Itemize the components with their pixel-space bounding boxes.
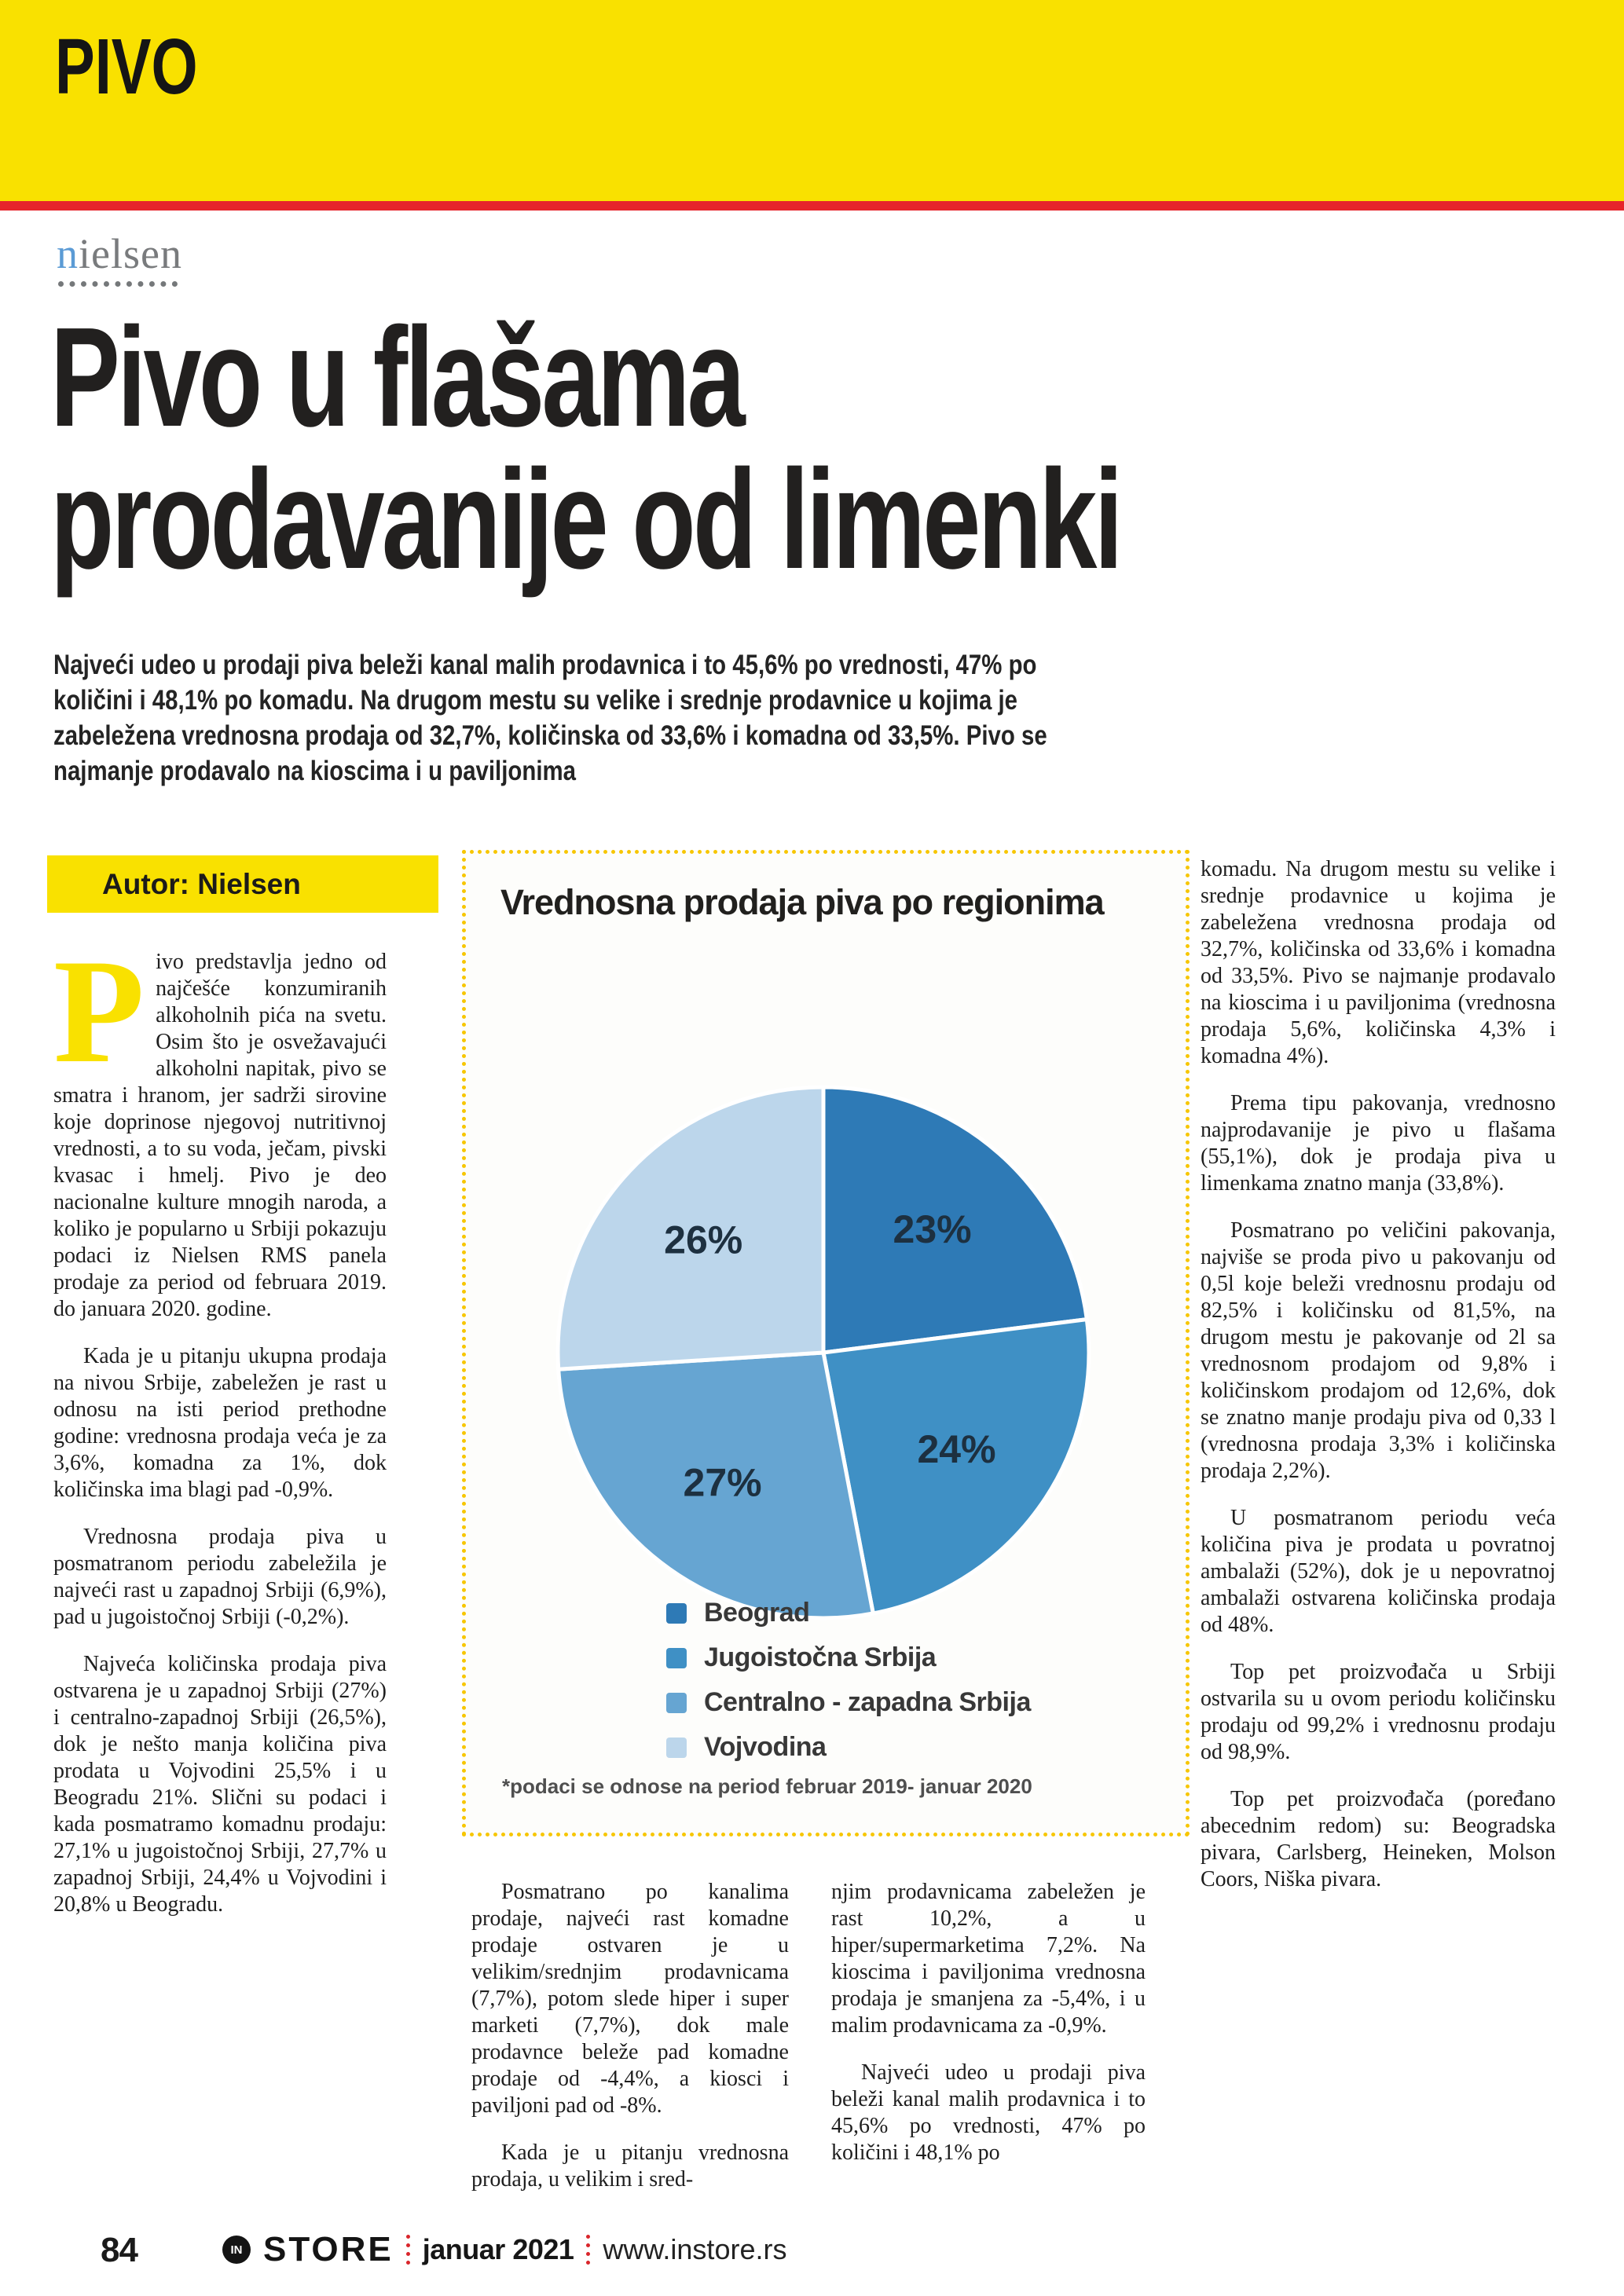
paragraph: Vrednosna prodaja piva u posmatranom periodu zabeležila je najveći rast u zapadnoj Srbiji (6,9%), pad u jugoistočnoj Srbiji (-0,2%). [53, 1525, 387, 1629]
red-divider [0, 201, 1624, 211]
paragraph: Posmatrano po veličini pakovanja, najviše se proda pivo u pakovanju od 0,5l koje beleži vrednosnu prodaju od 82,5% i količinsku od 81,5%, na drugom mestu je pakovanje od 2l sa vrednosnom prodajom od 9,8% i količinskom prodajom od 12,6%, dok se znatno manje prodaju piva od 0,33 l (vrednosna prodaja 3,3% i količinska prodaja 2,2%). [1201, 1218, 1556, 1483]
article-column-1 [53, 929, 387, 1918]
dotted-separator-icon [586, 2235, 590, 2265]
nielsen-wordmark [57, 229, 182, 278]
chart-footnote: *podaci se odnose na period februar 2019- januar 2020 [502, 1774, 1032, 1798]
nielsen-dots-icon [58, 281, 178, 287]
legend-label: Vojvodina [704, 1732, 827, 1762]
article-column-4 [1201, 856, 1556, 1893]
dotted-separator-icon [406, 2235, 410, 2265]
paragraph: Posmatrano po kanalima prodaje, najveći rast komadne prodaje ostvaren je u velikim/srednjim prodavnicama (7,7%), potom slede hiper i super marketi (7,7%), dok male prodavnce beleže pad komadne prodaje od -4,4%, a kiosci i paviljoni pad od -8%. [471, 1880, 789, 2118]
footer-brand [222, 2229, 786, 2270]
nielsen-logo [57, 229, 182, 287]
legend-label: Centralno - zapadna Srbija [704, 1687, 1031, 1717]
page-footer [0, 2229, 1624, 2276]
dropcap-letter: P [53, 929, 145, 1094]
article-lead: Najveći udeo u prodaji piva beleži kanal malih prodavnica i to 45,6% po vrednosti, 47% po količini i 48,1% po komadu. Na drugom mestu su velike i srednje prodavnice u kojima je zabeležena vrednosna prodaja od 32,7%, količinska od 33,6% i komadna od 33,5%. Pivo se najmanje prodavalo na kioscima i u paviljonima [53, 650, 1047, 786]
chart-title: Vrednosna prodaja piva po regionima [500, 882, 1104, 922]
legend-label: Jugoistočna Srbija [704, 1642, 937, 1672]
pie-chart [548, 1078, 1098, 1628]
author-badge [47, 855, 438, 913]
legend-item [666, 1725, 1031, 1770]
author-label: Autor: Nielsen [102, 868, 301, 900]
instore-circle-icon: IN [222, 2236, 251, 2264]
pie-label-3: 26% [664, 1218, 743, 1262]
legend-item [666, 1635, 1031, 1680]
section-band [0, 0, 1624, 201]
article-column-3 [831, 1879, 1146, 2166]
article-column-2 [471, 1879, 789, 2193]
paragraph: Prema tipu pakovanja, vrednosno najprodavanije je pivo u flašama (55,1%), dok je prodaja piva u limenkama znatno manja (33,8%). [1201, 1091, 1556, 1196]
legend-item [666, 1680, 1031, 1725]
website-url: www.instore.rs [603, 2233, 787, 2265]
paragraph: Najveći udeo u prodaji piva beleži kanal malih prodavnica i to 45,6% po vrednosti, 47% po količini i 48,1% po [831, 2060, 1146, 2165]
article-title [50, 298, 1120, 599]
legend-swatch-centralno [666, 1693, 687, 1713]
paragraph: U posmatranom periodu veća količina piva je prodata u povratnoj ambalaži (52%), dok je u nepovratnoj ambalaži ostvarena količinska prodaja od 48%. [1201, 1506, 1556, 1637]
nielsen-initial: n [57, 230, 79, 277]
legend-item [666, 1591, 1031, 1635]
pie-label-1: 24% [917, 1427, 996, 1472]
legend-swatch-vojvodina [666, 1738, 687, 1758]
issue-date: januar 2021 [422, 2233, 574, 2265]
pie-label-2: 27% [683, 1460, 762, 1505]
paragraph: Najveća količinska prodaja piva ostvarena je u zapadnoj Srbiji (27%) i centralno-zapadnoj Srbiji (26,5%), dok je nešto manja količina piva prodata u Vojvodini 25,5% i u Beogradu 21%. Slični su podaci i kada posmatramo komadnu prodaju: 27,1% u jugoistočnoj Srbiji, 27,7% u zapadnoj Srbiji, 24,4% u Vojvodini i 20,8% u Beogradu. [53, 1652, 387, 1917]
pie-label-0: 23% [893, 1207, 972, 1251]
paragraph: komadu. Na drugom mestu su velike i srednje prodavnice u kojima je zabeležena vrednosna prodaja od 32,7%, količinska od 33,6% i komadna od 33,5%. Pivo se najmanje prodavalo na kioscima i u paviljonima (vrednosna prodaja 5,6%, količinska 4,3% i komadna 4%). [1201, 857, 1556, 1068]
section-title: PIVO [55, 23, 198, 111]
paragraph [53, 929, 387, 1323]
page-number: 84 [101, 2231, 137, 2269]
store-wordmark: STORE [263, 2230, 394, 2269]
article-title-line2: prodavanije od limenki [50, 441, 1120, 599]
paragraph: njim prodavnicama zabeležen je rast 10,2%, a u hiper/supermarketima 7,2%. Na kioscima i paviljonima vrednosna prodaja je smanjena za -5,4%, i u malim prodavnicama za -0,9%. [831, 1880, 1146, 2038]
paragraph-text: ivo predstavlja jedno od najčešće konzumiranih alkoholnih pića na svetu. Osim što je osvežavajući alkoholni napitak, pivo se smatra i hranom, jer sadrži sirovine koje doprinose njegovoj nutritivnoj vrednosti, a to su voda, ječam, pivski kvasac i hmelj. Pivo je deo nacionalne kulture mnogih naroda, a koliko je popularno u Srbiji pokazuju podaci iz Nielsen RMS panela prodaje za period od februara 2019. do januara 2020. godine. [53, 950, 387, 1321]
paragraph: Kada je u pitanju ukupna prodaja na nivou Srbije, zabeležen je rast u odnosu na isti period prethodne godine: vrednosna prodaja veća je za 3,6%, komadna za 1%, dok količinska ima blagi pad -0,9%. [53, 1344, 387, 1502]
legend-swatch-beograd [666, 1603, 687, 1624]
paragraph: Top pet proizvođača (poređano abecednim redom) su: Beogradska pivara, Carlsberg, Heineken, Molson Coors, Niška pivara. [1201, 1787, 1556, 1891]
article-title-line1: Pivo u flašama [50, 298, 742, 456]
legend-swatch-jugoistocna [666, 1648, 687, 1668]
chart-panel [462, 850, 1190, 1836]
paragraph: Kada je u pitanju vrednosna prodaja, u velikim i sred- [471, 2140, 789, 2192]
nielsen-rest: ielsen [79, 230, 182, 277]
chart-legend [666, 1591, 1031, 1770]
legend-label: Beograd [704, 1598, 810, 1628]
paragraph: Top pet proizvođača u Srbiji ostvarila su u ovom periodu količinsku prodaju od 99,2% i vrednosnu prodaju od 98,9%. [1201, 1660, 1556, 1764]
